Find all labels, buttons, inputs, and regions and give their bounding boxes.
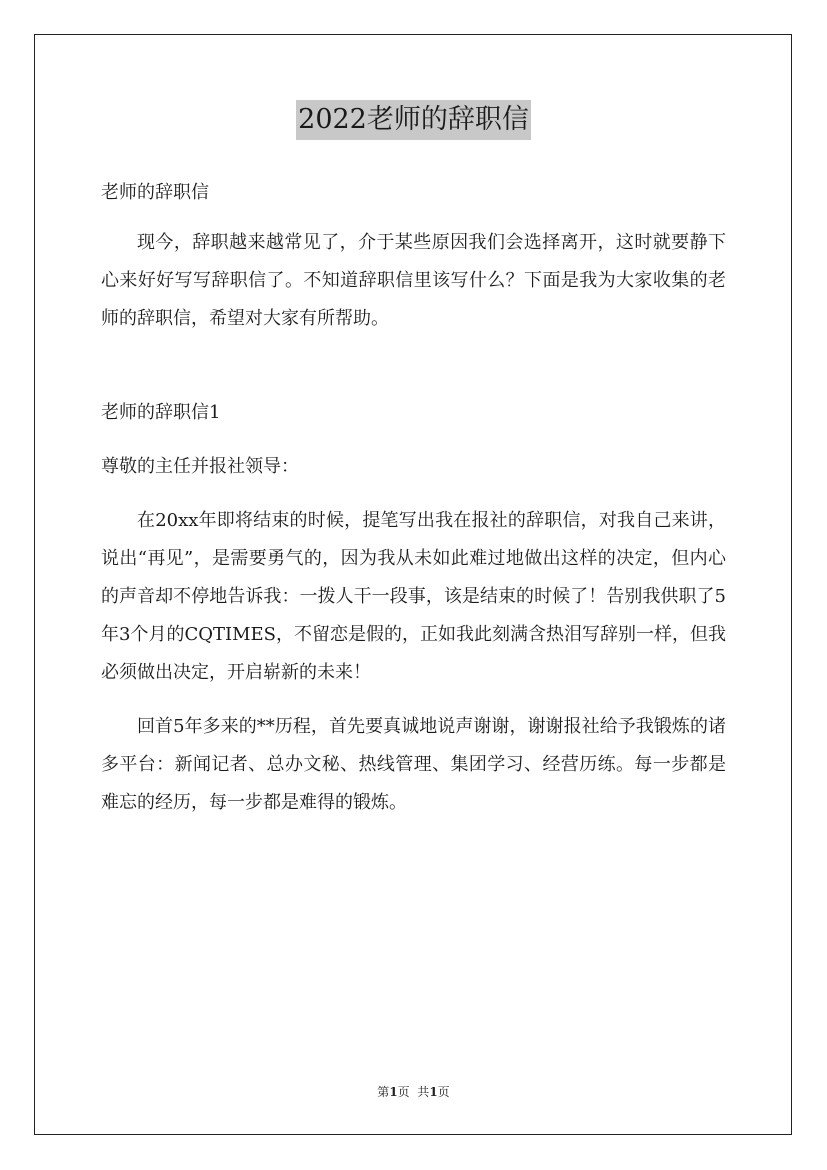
document-title: 2022老师的辞职信 — [296, 100, 531, 140]
footer-page-number: 1 — [389, 1085, 398, 1099]
salutation: 尊敬的主任并报社领导： — [101, 456, 299, 477]
title-container — [0, 100, 827, 140]
letter-paragraph-1: 在20xx年即将结束的时候，提笔写出我在报社的辞职信，对我自己来讲，说出“再见”，是需要勇气的，因为我从未如此难过地做出这样的决定，但内心的声音却不停地告诉我：一拨人干一段事，该是结束的时候了！告别我供职了5年3个月的CQTIMES，不留恋是假的，正如我此刻满含热泪写辞别一样，但我必须做出决定，开启崭新的未来！ — [101, 510, 726, 683]
footer-total-pages: 1 — [429, 1085, 438, 1099]
letter-paragraph-2: 回首5年多来的**历程，首先要真诚地说声谢谢，谢谢报社给予我锻炼的诸多平台：新闻记者、总办文秘、热线管理、集团学习、经营历练。每一步都是难忘的经历，每一步都是难得的锻炼。 — [101, 716, 726, 813]
footer-suffix: 页 — [437, 1085, 450, 1099]
letter-heading: 老师的辞职信1 — [101, 402, 221, 423]
page-footer — [0, 1083, 827, 1100]
document-subtitle: 老师的辞职信 — [101, 182, 209, 203]
document-body — [101, 174, 726, 822]
intro-paragraph: 现今，辞职越来越常见了，介于某些原因我们会选择离开，这时就要静下心来好好写写辞职信了。不知道辞职信里该写什么？下面是我为大家收集的老师的辞职信，希望对大家有所帮助。 — [101, 232, 726, 329]
footer-prefix: 第 — [377, 1085, 390, 1099]
footer-mid: 页 共 — [397, 1085, 430, 1099]
